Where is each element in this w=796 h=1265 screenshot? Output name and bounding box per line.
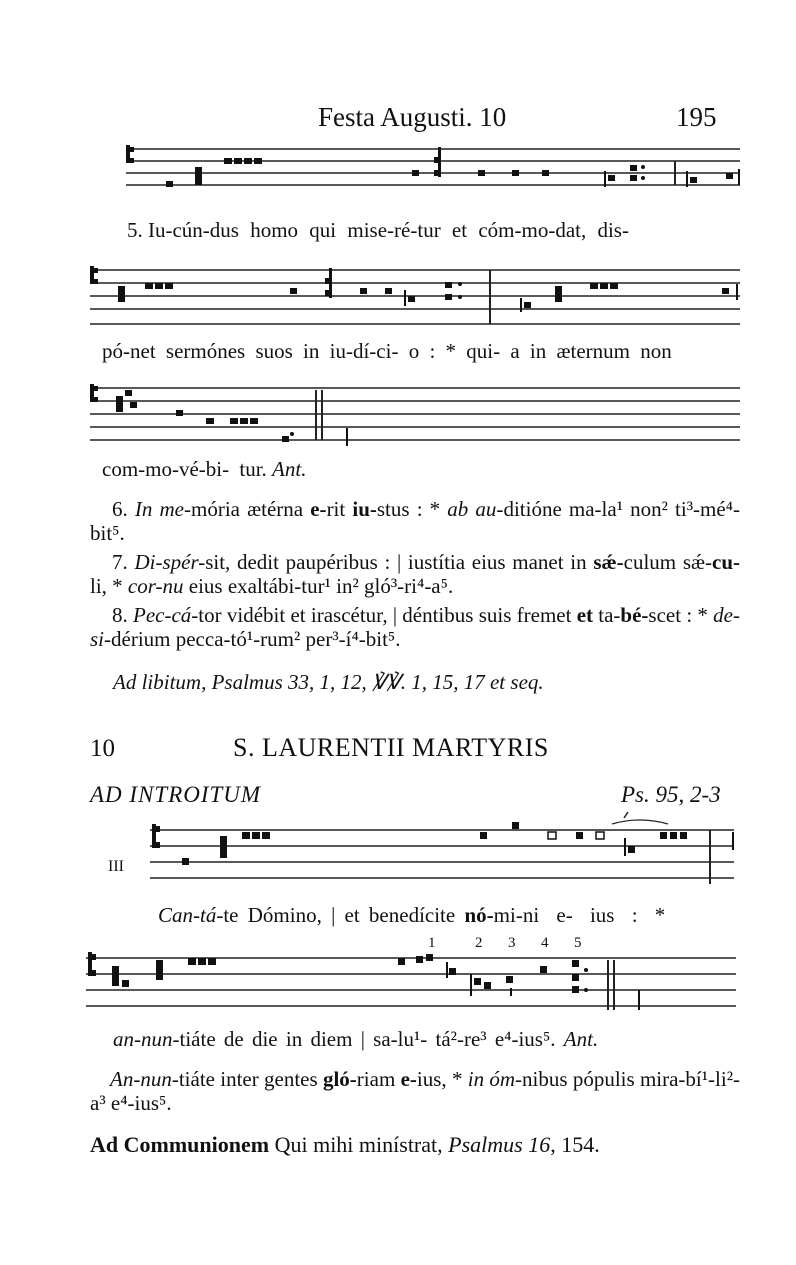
verse-6: 6. In me-mória ætérna e-rit iu-stus : * ab au-ditióne ma-la¹ non² ti³-mé⁴-bit⁵. bbox=[90, 497, 740, 545]
chant1-lyric-line2: pó-net sermónes suos in iu-dí-ci- o : * qui- a in æternum non bbox=[102, 339, 672, 363]
antiphon-marker: Ant. bbox=[563, 1027, 599, 1051]
page-number: 195 bbox=[676, 102, 717, 132]
final-verse: An-nun-tiáte inter gentes gló-riam e-ius, * in óm-nibus pópulis mira-bí¹-li²-a³ e⁴-ius⁵. bbox=[90, 1067, 741, 1115]
chant2-lyric-line1: Can-tá-te Dómino, | et benedícite nó-mi-ni e- ius : * bbox=[158, 903, 666, 927]
syllable-marker-1: 1 bbox=[428, 935, 436, 951]
syllable-marker-4: 4 bbox=[541, 935, 549, 951]
syllable-marker-2: 2 bbox=[475, 935, 483, 951]
verse-number: 5. bbox=[127, 218, 143, 242]
chant-staff-5 bbox=[86, 950, 742, 1020]
section-title: S. LAURENTII MARTYRIS bbox=[233, 733, 549, 762]
syllable-marker-3: 3 bbox=[508, 935, 516, 951]
antiphon-marker: Ant. bbox=[272, 457, 307, 481]
chant-staff-3 bbox=[90, 382, 746, 446]
verse-number: 8. bbox=[112, 603, 128, 627]
verse-number: 7. bbox=[112, 550, 128, 574]
ad-libitum-note: Ad libitum, Psalmus 33, 1, 12, ℣℣. 1, 15, 17 et seq. bbox=[113, 670, 544, 694]
lyric-text: Iu-cún-dus homo qui mise-ré-tur et cóm-mo-dat, dis- bbox=[148, 218, 629, 242]
chant-staff-4 bbox=[150, 812, 740, 888]
verse-8: 8. Pec-cá-tor vidébit et irascétur, | déntibus suis fremet et ta-bé-scet : * de-si-dérium pecca-tó¹-rum² per³-í⁴-bit⁵. bbox=[90, 603, 740, 651]
verse-number: 6. bbox=[112, 497, 128, 521]
chant1-lyric-line1 bbox=[127, 218, 727, 243]
chant-staff-2 bbox=[90, 264, 746, 328]
communion-label: Ad Communionem bbox=[90, 1132, 270, 1157]
lyric-text: com-mo-vé-bi- tur. bbox=[102, 457, 267, 481]
chant1-lyric-line3 bbox=[102, 457, 306, 482]
introit-label: AD INTROITUM bbox=[90, 782, 262, 807]
verse-7: 7. Di-spér-sit, dedit paupéribus : | iustítia eius manet in sǽ-culum sǽ-cu-li, * cor-nu eius exaltábi-tur¹ in² gló³-ri⁴-a⁵. bbox=[90, 550, 741, 598]
psalm-reference: Ps. 95, 2-3 bbox=[621, 782, 721, 807]
chant2-lyric-line2: an-nun-tiáte de die in diem | sa-lu¹- tá²-re³ e⁴-ius⁵. Ant. bbox=[113, 1027, 599, 1051]
psalm-verses bbox=[90, 497, 740, 651]
syllable-marker-5: 5 bbox=[574, 935, 582, 951]
communion-line: Ad Communionem Qui mihi minístrat, Psalmus 16, 154. bbox=[90, 1132, 600, 1157]
mode-number: III bbox=[108, 858, 124, 875]
running-header-title: Festa Augusti. 10 bbox=[318, 102, 507, 132]
chant-staff-1 bbox=[126, 145, 746, 191]
section-number: 10 bbox=[90, 735, 115, 762]
